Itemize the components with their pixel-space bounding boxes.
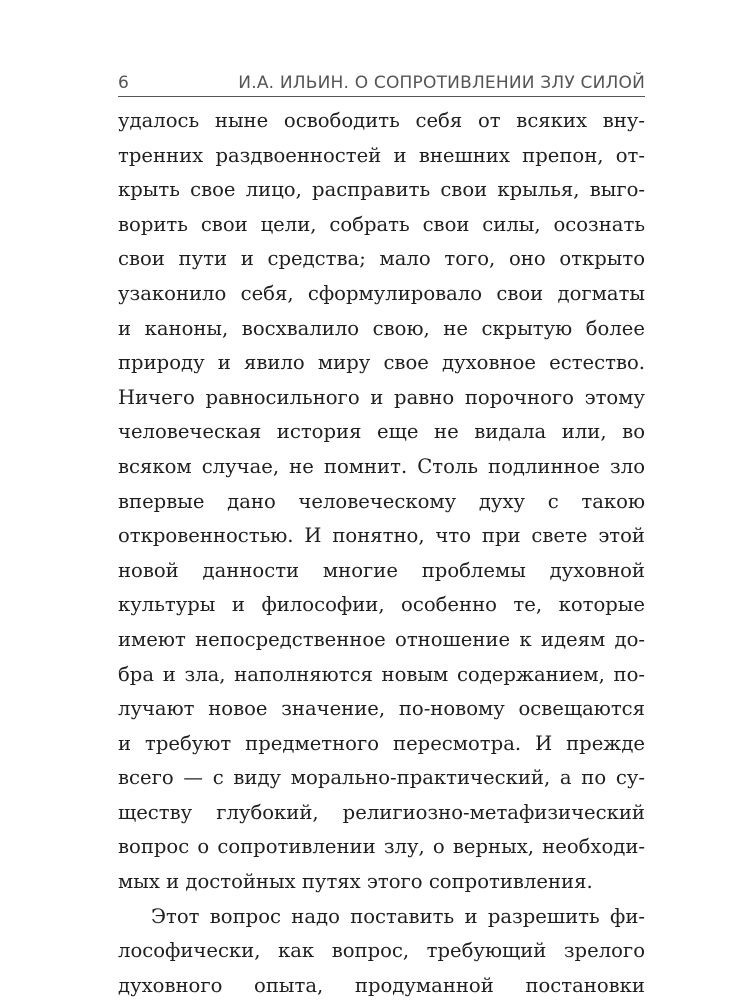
text-line: лучают новое значение, по-новому освещаются bbox=[118, 697, 645, 721]
text-line: духовного опыта, продуманной постановки bbox=[118, 973, 645, 997]
text-line: вопрос о сопротивлении злу, о верных, необходи- bbox=[118, 835, 645, 859]
text-line: впервые дано человеческому духу с такою bbox=[118, 489, 645, 513]
text-line: и каноны, восхвалило свою, не скрытую более bbox=[118, 316, 645, 340]
text-line: природу и явило миру свое духовное естество. bbox=[118, 351, 645, 375]
text-line: ворить свои цели, собрать свои силы, осознать bbox=[118, 212, 645, 236]
text-line: Этот вопрос надо поставить и разрешить фи- bbox=[151, 904, 645, 928]
text-line: всяком случае, не помнит. Столь подлинное зло bbox=[118, 454, 645, 478]
text-line: свои пути и средства; мало того, оно открыто bbox=[118, 247, 645, 271]
text-line: имеют непосредственное отношение к идеям до- bbox=[118, 627, 645, 651]
text-line: лософически, как вопрос, требующий зрелого bbox=[118, 939, 645, 963]
text-line: и требуют предметного пересмотра. И прежде bbox=[118, 731, 645, 755]
text-line: Ничего равносильного и равно порочного этому bbox=[118, 385, 645, 409]
text-line: ществу глубокий, религиозно-метафизический bbox=[118, 800, 645, 824]
text-line: всего — с виду морально-практический, а по су- bbox=[118, 766, 645, 790]
text-line: узаконило себя, сформулировало свои догматы bbox=[118, 281, 645, 305]
running-head bbox=[118, 72, 645, 97]
text-line: откровенностью. И понятно, что при свете этой bbox=[118, 524, 645, 548]
text-line: мых и достойных путях этого сопротивления. bbox=[118, 870, 593, 894]
text-line: человеческая история еще не видала или, во bbox=[118, 420, 645, 444]
text-line: удалось ныне освободить себя от всяких вну- bbox=[118, 109, 645, 132]
text-line: тренних раздвоенностей и внешних препон, от- bbox=[118, 143, 645, 167]
text-line: крыть свое лицо, расправить свои крылья, выго- bbox=[118, 178, 645, 202]
page-number: 6 bbox=[118, 73, 129, 93]
text-line: новой данности многие проблемы духовной bbox=[118, 558, 645, 582]
text-line: культуры и философии, особенно те, которые bbox=[118, 593, 645, 617]
running-title: И.А. ИЛЬИН. О СОПРОТИВЛЕНИИ ЗЛУ СИЛОЙ bbox=[238, 73, 645, 93]
body-text bbox=[118, 104, 645, 1003]
text-line: бра и зла, наполняются новым содержанием, по- bbox=[118, 662, 645, 686]
